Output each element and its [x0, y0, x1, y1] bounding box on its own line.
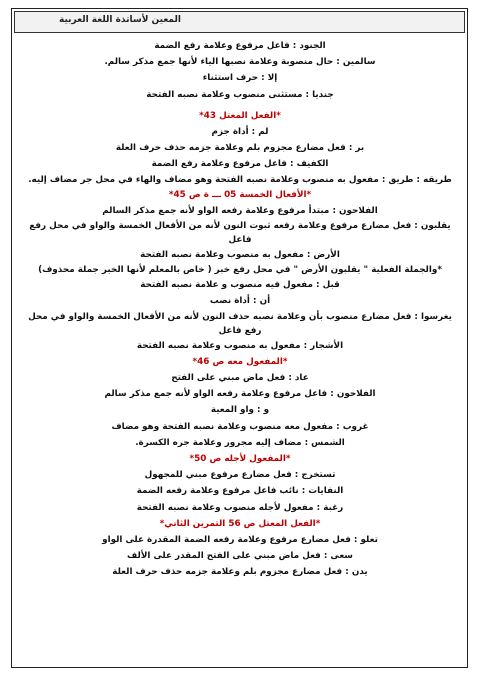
text-line: أن : أداة نصب — [209, 296, 271, 307]
text-line: سعى : فعل ماض مبني على الفتح المقدر على الألف — [127, 551, 353, 562]
header-title: المعين لأساتذة اللغة العربية — [59, 15, 181, 25]
text-line: بر : فعل مضارع مجزوم بلم وعلامة جزمه حذف حرف العلة — [115, 143, 365, 154]
document-body — [24, 38, 456, 581]
text-line: الأشجار : مفعول به منصوب وعلامة نصبه الفتحة — [136, 340, 344, 351]
text-line: يدن : فعل مضارع مجزوم بلم وعلامة جزمه حذف حرف العلة — [112, 567, 368, 578]
text-line: يقلبون : فعل مضارع مرفوع وعلامة رفعه ثبوت النون لأنه من الأفعال الخمسة والواو في محل رفع فاعل — [29, 221, 451, 246]
text-line: تستخرج : فعل مضارع مرفوع مبني للمجهول — [144, 470, 336, 481]
text-line: الفلاحون : مبتدأ مرفوع وعلامة رفعه الواو لأنه جمع مذكر السالم — [102, 205, 378, 216]
text-line: قبل : مفعول فيه منصوب و علامة نصبه الفتحة — [140, 280, 340, 291]
section-heading: *الأفعال الخمسة 05 ـــ ة ص 45* — [168, 189, 312, 200]
text-line: تعلو : فعل مضارع مرفوع وعلامة رفعه الضمة المقدرة على الواو — [102, 535, 378, 546]
text-line: و : واو المعية — [210, 405, 270, 416]
text-line: الجنود : فاعل مرفوع وعلامة رفع الضمة — [154, 41, 326, 51]
section-heading: *الفعل المعتل ص 56 التمرين الثاني* — [159, 518, 321, 529]
text-line: رغبة : مفعول لأجله منصوب وعلامة نصبه الفتحة — [136, 502, 344, 513]
text-line: سالمين : حال منصوبة وعلامة نصبها الياء لأنها جمع مذكر سالم. — [104, 57, 376, 68]
text-line: غروب : مفعول معه منصوب وعلامة نصبه الفتحة وهو مضاف — [111, 421, 369, 432]
text-line: إلا : حرف استثناء — [202, 73, 278, 84]
text-line: الكفيف : فاعل مرفوع وعلامة رفع الضمة — [151, 159, 329, 170]
text-line: لم : أداة جزم — [211, 127, 269, 138]
text-line: *والجملة الفعلية " يقلبون الأرض " في محل رفع خبر ( خاص بالمعلم لأنها الخبر جملة محذوف) — [38, 265, 442, 276]
header-bar — [14, 11, 465, 33]
text-line: الشمس : مضاف إليه مجرور وعلامة جره الكسرة. — [135, 437, 345, 448]
text-line: الفلاحون : فاعل مرفوع وعلامة رفعه الواو لأنه جمع مذكر سالم — [104, 389, 376, 400]
text-line: الأرض : مفعول به منصوب وعلامة نصبه الفتحة — [140, 250, 340, 261]
text-line: جنديا : مستثنى منصوب وعلامة نصبه الفتحة — [146, 89, 334, 100]
text-line: عاد : فعل ماض مبني على الفتح — [171, 373, 309, 384]
text-line: النفايات : نائب فاعل مرفوع وعلامة رفعه الضمة — [136, 486, 344, 497]
section-heading: *الفعل المعتل 43* — [199, 110, 281, 121]
text-line: طريقه : طريق : مفعول به منصوب وعلامة نصبه الفتحة وهو مضاف والهاء في محل جر مضاف إليه. — [28, 174, 452, 185]
section-heading: *المفعول لأجله ص 50* — [189, 454, 291, 465]
section-heading: *المفعول معه ص 46* — [192, 356, 288, 367]
text-line: يغرسوا : فعل مضارع منصوب بأن وعلامة نصبه حذف النون لأنه من الأفعال الخمسة والواو في محل رفع فاعل — [28, 311, 452, 336]
